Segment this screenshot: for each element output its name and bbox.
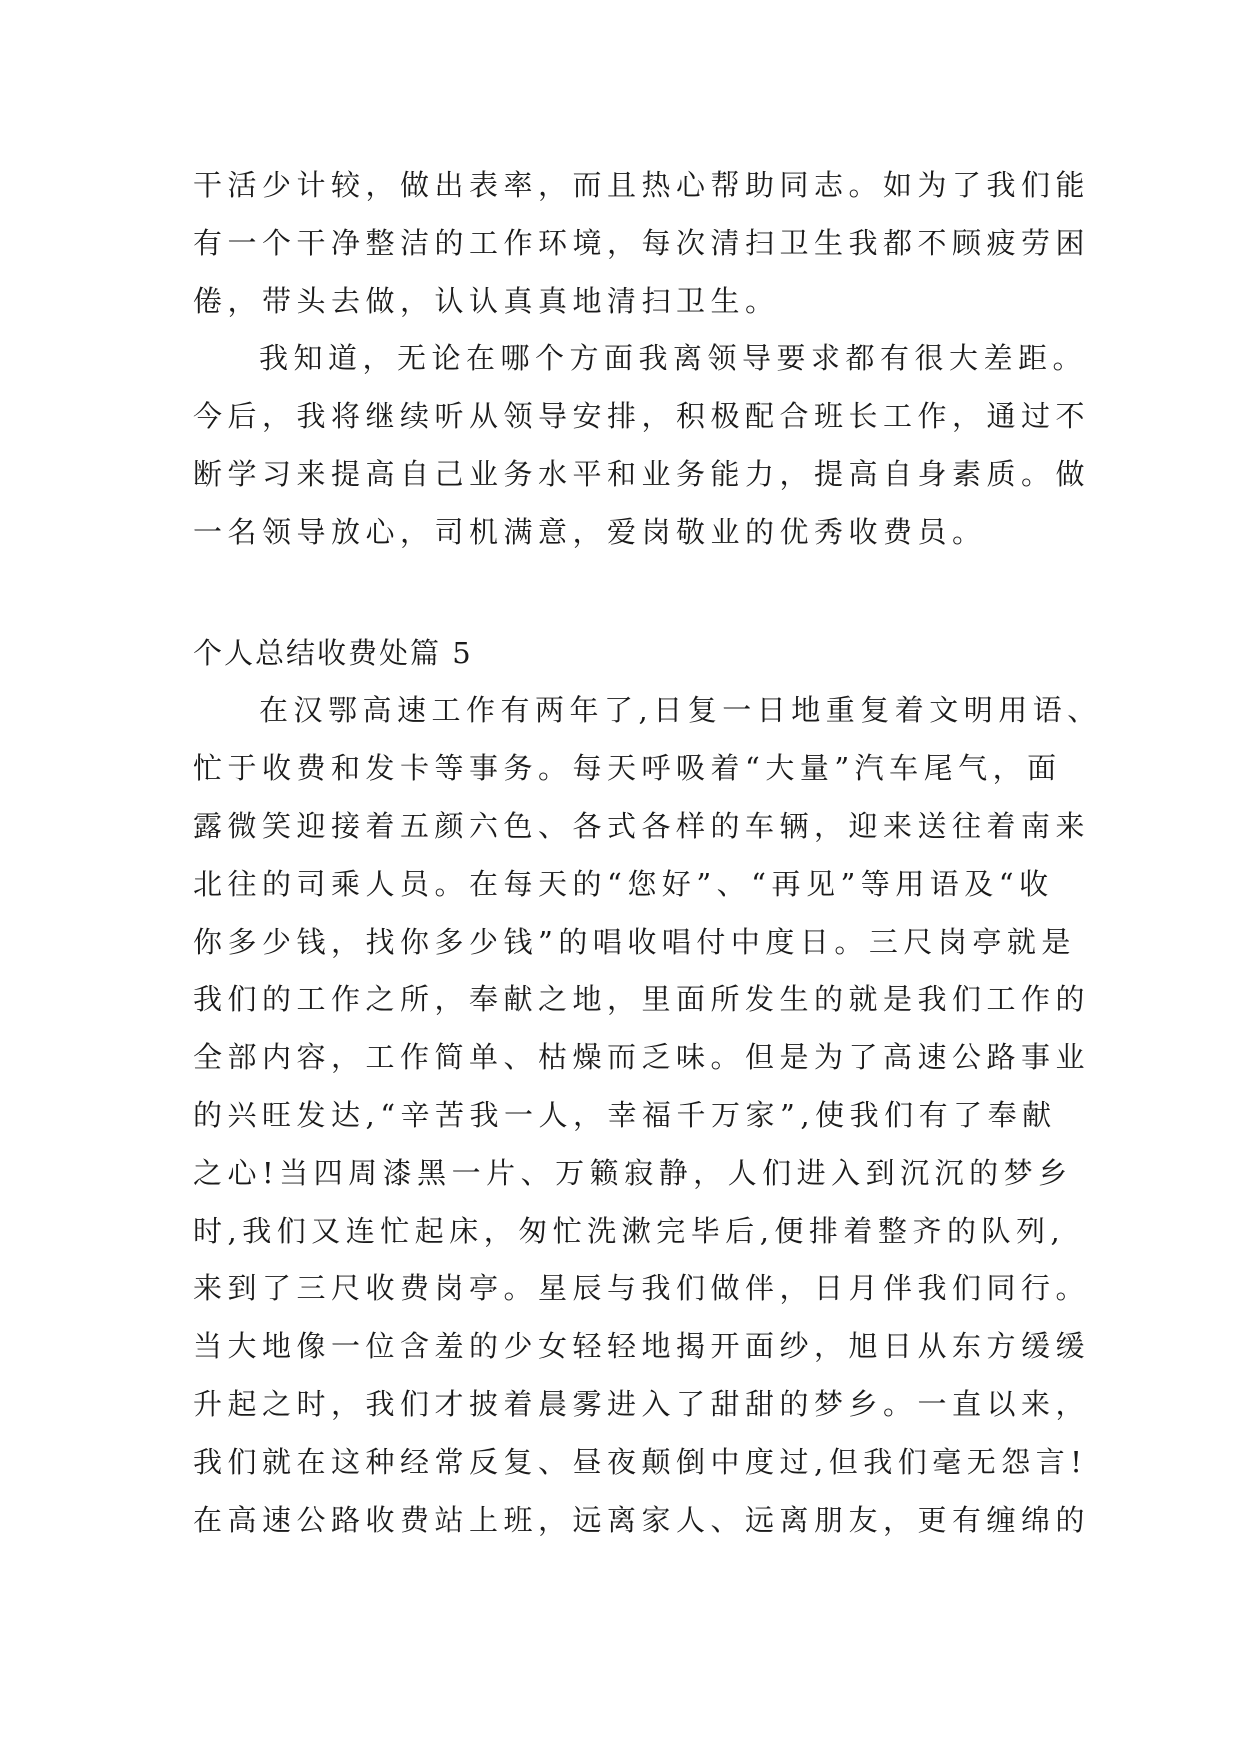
text-line: 全部内容，工作简单、枯燥而乏味。但是为了高速公路事业 xyxy=(193,1040,1091,1075)
text-line: 来到了三尺收费岗亭。星辰与我们做伴，日月伴我们同行。 xyxy=(193,1271,1091,1306)
text-line: 倦，带头去做，认认真真地清扫卫生。 xyxy=(193,283,780,318)
text-line: 之心!当四周漆黑一片、万籁寂静，人们进入到沉沉的梦乡 xyxy=(193,1155,1073,1190)
paragraph-2 xyxy=(193,330,1091,561)
section-spacer xyxy=(193,562,1063,625)
section-heading: 个人总结收费处篇 5 xyxy=(193,635,473,670)
text-line: 今后，我将继续听从领导安排，积极配合班长工作，通过不 xyxy=(193,399,1091,434)
text-line: 北往的司乘人员。在每天的“您好”、“再见”等用语及“收 xyxy=(193,866,1054,901)
text-line: 一名领导放心，司机满意，爱岗敬业的优秀收费员。 xyxy=(193,514,987,549)
text-line: 断学习来提高自己业务水平和业务能力，提高自身素质。做 xyxy=(193,456,1091,491)
text-line: 我们的工作之所，奉献之地，里面所发生的就是我们工作的 xyxy=(193,982,1091,1017)
text-line: 有一个干净整洁的工作环境，每次清扫卫生我都不顾疲劳困 xyxy=(193,225,1091,260)
text-line: 在汉鄂高速工作有两年了,日复一日地重复着文明用语、 xyxy=(259,693,1102,728)
document-body xyxy=(193,157,1102,1549)
text-line: 的兴旺发达,“辛苦我一人，幸福千万家”,使我们有了奉献 xyxy=(193,1097,1057,1132)
paragraph-1 xyxy=(193,157,1091,330)
text-line: 露微笑迎接着五颜六色、各式各样的车辆，迎来送往着南来 xyxy=(193,808,1091,843)
text-line: 升起之时，我们才披着晨雾进入了甜甜的梦乡。一直以来， xyxy=(193,1386,1091,1421)
text-line: 我们就在这种经常反复、昼夜颠倒中度过,但我们毫无怨言! xyxy=(193,1444,1088,1479)
text-line: 我知道，无论在哪个方面我离领导要求都有很大差距。 xyxy=(259,341,1088,376)
text-line: 你多少钱，找你多少钱”的唱收唱付中度日。三尺岗亭就是 xyxy=(193,924,1076,959)
text-line: 在高速公路收费站上班，远离家人、远离朋友，更有缠绵的 xyxy=(193,1502,1091,1537)
text-line: 时,我们又连忙起床，匆忙洗漱完毕后,便排着整齐的队列, xyxy=(193,1213,1066,1248)
text-line: 干活少计较，做出表率，而且热心帮助同志。如为了我们能 xyxy=(193,168,1091,202)
paragraph-3 xyxy=(193,682,1102,1549)
text-line: 当大地像一位含羞的少女轻轻地揭开面纱，旭日从东方缓缓 xyxy=(193,1329,1091,1364)
text-line: 忙于收费和发卡等事务。每天呼吸着“大量”汽车尾气，面 xyxy=(193,751,1062,786)
